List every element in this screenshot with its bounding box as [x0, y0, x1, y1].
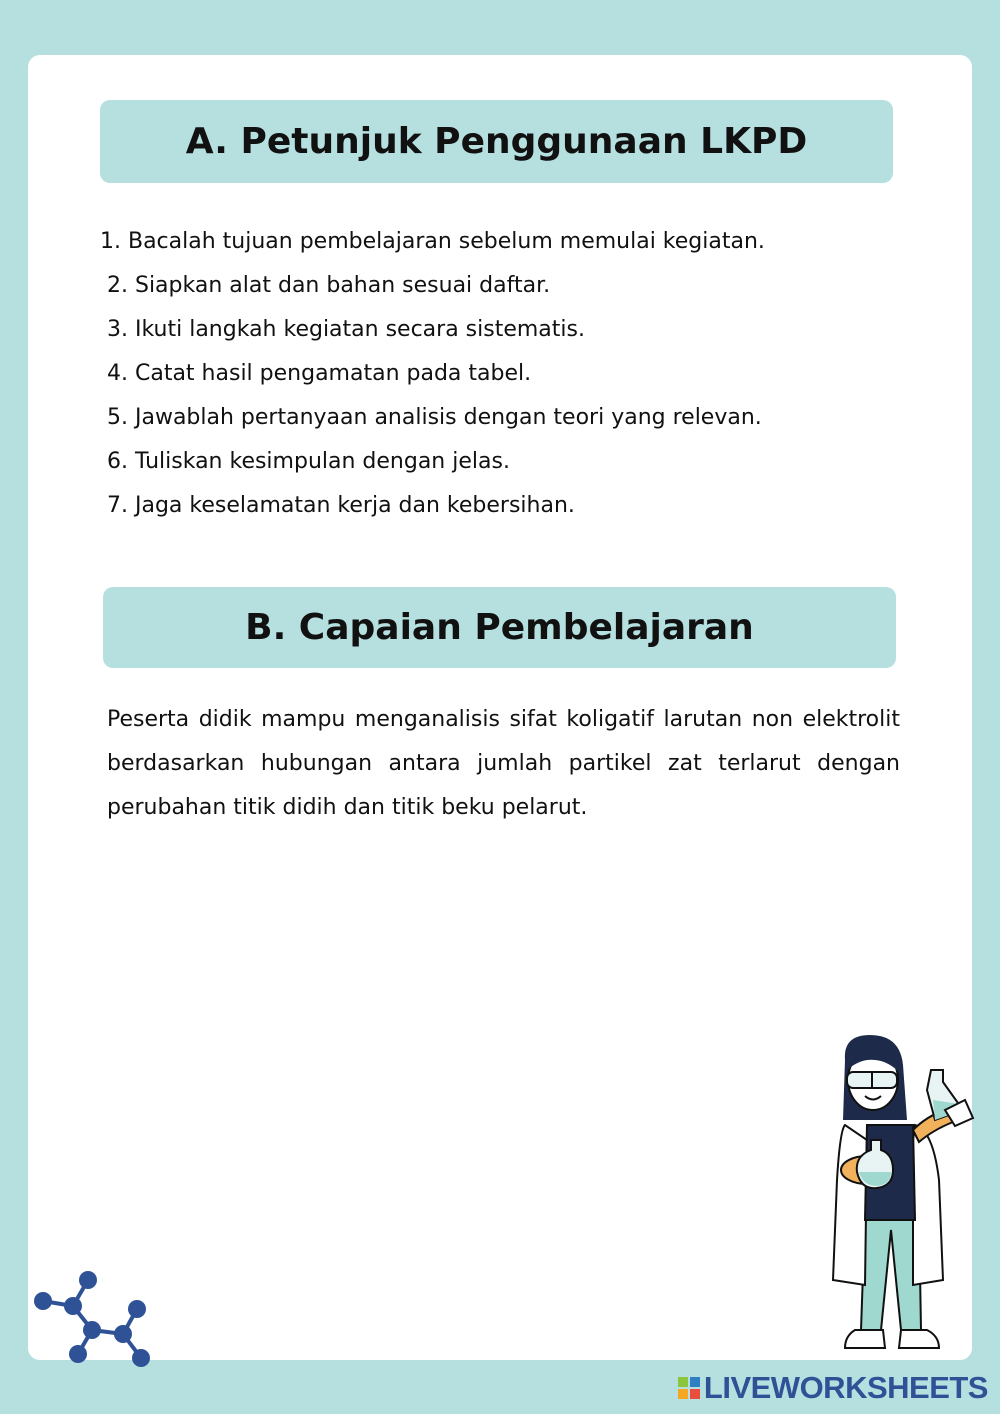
instruction-item: 3. Ikuti langkah kegiatan secara sistematis.	[107, 317, 585, 342]
instruction-item: 2. Siapkan alat dan bahan sesuai daftar.	[107, 273, 551, 298]
brand-name: LIVEWORKSHEETS	[703, 1370, 988, 1405]
section-a-title: A. Petunjuk Penggunaan LKPD	[100, 100, 893, 183]
brand-footer	[678, 1370, 988, 1406]
instruction-item: 4. Catat hasil pengamatan pada tabel.	[107, 361, 532, 386]
instruction-item: 6. Tuliskan kesimpulan dengan jelas.	[107, 449, 510, 474]
scientist-illustration	[815, 1030, 975, 1360]
instruction-item: 7. Jaga keselamatan kerja dan kebersihan.	[107, 493, 575, 518]
instruction-list	[100, 220, 765, 528]
instruction-item: 1. Bacalah tujuan pembelajaran sebelum memulai kegiatan.	[100, 229, 765, 254]
section-b-title: B. Capaian Pembelajaran	[103, 587, 896, 668]
learning-outcome-text: Peserta didik mampu menganalisis sifat koligatif larutan non elektrolit berdasarkan hubungan antara jumlah partikel zat terlarut dengan perubahan titik didih dan titik beku pelarut.	[107, 707, 900, 820]
molecule-icon	[30, 1268, 160, 1378]
brand-logo-icon	[678, 1377, 700, 1399]
instruction-item: 5. Jawablah pertanyaan analisis dengan teori yang relevan.	[107, 405, 762, 430]
